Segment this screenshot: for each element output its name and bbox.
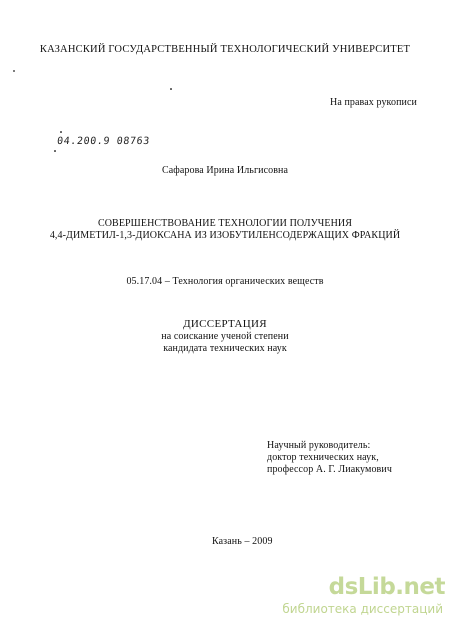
supervisor-degree: доктор технических наук,	[267, 452, 379, 463]
university-name: КАЗАНСКИЙ ГОСУДАРСТВЕННЫЙ ТЕХНОЛОГИЧЕСКИЙ УНИВЕРСИТЕТ	[39, 44, 411, 55]
supervisor-label: Научный руководитель:	[267, 440, 371, 451]
scan-speck	[60, 131, 62, 133]
dslib-watermark	[282, 574, 447, 618]
author-name: Сафарова Ирина Ильгисовна	[161, 165, 289, 176]
degree-line-2: кандидата технических наук	[163, 343, 287, 354]
library-stamp-number: 04.200.9 08763	[56, 136, 151, 147]
watermark-logo: dsLib.net	[328, 574, 445, 600]
supervisor-name: профессор А. Г. Лиакумович	[267, 464, 392, 475]
document-type: ДИССЕРТАЦИЯ	[183, 318, 267, 330]
scan-speck	[13, 70, 15, 72]
speciality-code: 05.17.04 – Технология органических веществ	[126, 276, 324, 287]
scan-speck	[170, 88, 172, 90]
watermark-subtitle: библиотека диссертаций	[282, 602, 443, 616]
rights-note: На правах рукописи	[330, 97, 417, 108]
dissertation-title-line-1: СОВЕРШЕНСТВОВАНИЕ ТЕХНОЛОГИИ ПОЛУЧЕНИЯ	[97, 218, 353, 229]
city-year: Казань – 2009	[212, 536, 273, 547]
degree-line-1: на соискание ученой степени	[161, 331, 289, 342]
scan-speck	[54, 150, 56, 152]
dissertation-title-line-2: 4,4-ДИМЕТИЛ-1,3-ДИОКСАНА ИЗ ИЗОБУТИЛЕНСОДЕРЖАЩИХ ФРАКЦИЙ	[49, 230, 401, 241]
